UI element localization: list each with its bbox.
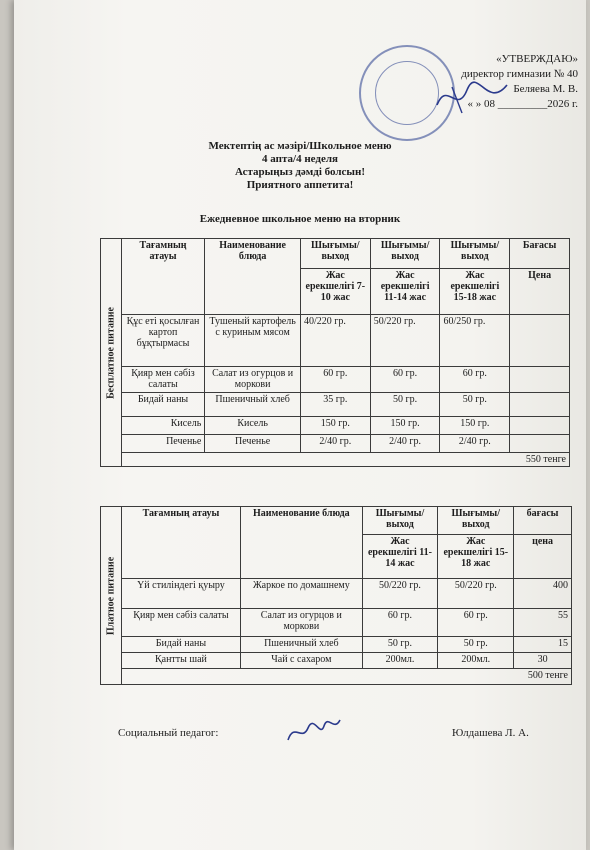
col-out-1: Шығымы/ выход xyxy=(300,239,370,269)
dish-name-kz: Печенье xyxy=(121,435,205,453)
approval-name: Беляева М. В. xyxy=(513,83,578,95)
portion-value: 60 гр. xyxy=(370,367,440,393)
table-row xyxy=(101,579,572,609)
col-name-kz: Тағамның атауы xyxy=(121,507,240,579)
portion-value: 35 гр. xyxy=(300,393,370,417)
free-side-label: Бесплатное питание xyxy=(101,239,122,467)
col-name-kz: Тағамның атауы xyxy=(121,239,205,315)
dish-name-kz: Кисель xyxy=(121,417,205,435)
portion-value: 200мл. xyxy=(438,653,514,669)
document-page xyxy=(14,0,586,850)
col-age-3: Жас ерекшелігі 15-18 жас xyxy=(440,269,510,315)
portion-value: 60 гр. xyxy=(300,367,370,393)
dish-name-kz: Бидай наны xyxy=(121,637,240,653)
portion-value: 50/220 гр. xyxy=(370,315,440,367)
paid-total: 500 тенге xyxy=(121,669,571,685)
price-value: 400 xyxy=(514,579,572,609)
col-price-ru: Цена xyxy=(510,269,570,315)
free-total: 550 тенге xyxy=(121,453,569,467)
director-signature xyxy=(432,75,512,120)
paid-side-label: Платное питание xyxy=(101,507,122,685)
table-row xyxy=(101,435,570,453)
portion-value: 60 гр. xyxy=(440,367,510,393)
heading-line-4: Приятного аппетита! xyxy=(246,179,354,191)
price-value xyxy=(510,393,570,417)
menu-subtitle: Ежедневное школьное меню на вторник xyxy=(199,213,401,225)
table-row xyxy=(101,653,572,669)
price-value xyxy=(510,367,570,393)
portion-value: 60 гр. xyxy=(362,609,438,637)
footer-role: Социальный педагог: xyxy=(118,727,219,739)
col-age-2: Жас ерекшелігі 11-14 жас xyxy=(370,269,440,315)
table-row xyxy=(101,609,572,637)
portion-value: 2/40 гр. xyxy=(440,435,510,453)
col-out-3: Шығымы/ выход xyxy=(440,239,510,269)
portion-value: 60 гр. xyxy=(438,609,514,637)
portion-value: 40/220 гр. xyxy=(300,315,370,367)
portion-value: 50 гр. xyxy=(370,393,440,417)
portion-value: 2/40 гр. xyxy=(370,435,440,453)
price-value xyxy=(510,417,570,435)
table-row xyxy=(101,315,570,367)
portion-value: 50 гр. xyxy=(438,637,514,653)
portion-value: 150 гр. xyxy=(440,417,510,435)
portion-value: 50 гр. xyxy=(362,637,438,653)
col-name-ru: Наименование блюда xyxy=(205,239,301,315)
dish-name-ru: Пшеничный хлеб xyxy=(205,393,301,417)
approval-position: директор гимназии № 40 xyxy=(461,68,578,80)
portion-value: 2/40 гр. xyxy=(300,435,370,453)
heading-line-2: 4 апта/4 неделя xyxy=(262,153,338,165)
price-value: 15 xyxy=(514,637,572,653)
dish-name-ru: Чай с сахаром xyxy=(241,653,363,669)
portion-value: 150 гр. xyxy=(300,417,370,435)
portion-value: 150 гр. xyxy=(370,417,440,435)
price-value xyxy=(510,315,570,367)
dish-name-ru: Салат из огурцов и моркови xyxy=(205,367,301,393)
paid-meal-table xyxy=(100,506,572,685)
price-value: 30 xyxy=(514,653,572,669)
col-name-ru: Наименование блюда xyxy=(241,507,363,579)
menu-heading xyxy=(14,140,586,192)
col-out-2: Шығымы/ выход xyxy=(370,239,440,269)
dish-name-kz: Құс еті қосылған картоп бұқтырмасы xyxy=(121,315,205,367)
dish-name-ru: Пшеничный хлеб xyxy=(241,637,363,653)
dish-name-ru: Печенье xyxy=(205,435,301,453)
table-row xyxy=(101,417,570,435)
price-value xyxy=(510,435,570,453)
col-out-2: Шығымы/ выход xyxy=(438,507,514,535)
col-age-2: Жас ерекшелігі 15-18 жас xyxy=(438,535,514,579)
portion-value: 50 гр. xyxy=(440,393,510,417)
approval-title: «УТВЕРЖДАЮ» xyxy=(496,53,578,65)
pedagogue-signature xyxy=(284,712,344,748)
price-value: 55 xyxy=(514,609,572,637)
dish-name-kz: Үй стиліндегі қуыру xyxy=(121,579,240,609)
approval-date: « » 08 _________2026 г. xyxy=(467,98,578,110)
dish-name-kz: Қияр мен сәбіз салаты xyxy=(121,609,240,637)
col-price-ru: цена xyxy=(514,535,572,579)
free-meal-table xyxy=(100,238,570,467)
col-price-kz: бағасы xyxy=(514,507,572,535)
dish-name-kz: Бидай наны xyxy=(121,393,205,417)
col-out-1: Шығымы/ выход xyxy=(362,507,438,535)
portion-value: 200мл. xyxy=(362,653,438,669)
portion-value: 60/250 гр. xyxy=(440,315,510,367)
heading-line-1: Мектептің ас мәзірі/Школьное меню xyxy=(208,140,392,152)
col-age-1: Жас ерекшелігі 7-10 жас xyxy=(300,269,370,315)
dish-name-ru: Салат из огурцов и моркови xyxy=(241,609,363,637)
table-row xyxy=(101,637,572,653)
col-price-kz: Бағасы xyxy=(510,239,570,269)
footer-name: Юлдашева Л. А. xyxy=(452,727,529,739)
dish-name-kz: Қантты шай xyxy=(121,653,240,669)
col-age-1: Жас ерекшелігі 11-14 жас xyxy=(362,535,438,579)
table-row xyxy=(101,393,570,417)
portion-value: 50/220 гр. xyxy=(438,579,514,609)
heading-line-3: Астарыңыз дәмді болсын! xyxy=(234,166,366,178)
dish-name-ru: Кисель xyxy=(205,417,301,435)
dish-name-ru: Жаркое по домашнему xyxy=(241,579,363,609)
dish-name-kz: Қияр мен сәбіз салаты xyxy=(121,367,205,393)
portion-value: 50/220 гр. xyxy=(362,579,438,609)
dish-name-ru: Тушеный картофель с куриным мясом xyxy=(205,315,301,367)
table-row xyxy=(101,367,570,393)
